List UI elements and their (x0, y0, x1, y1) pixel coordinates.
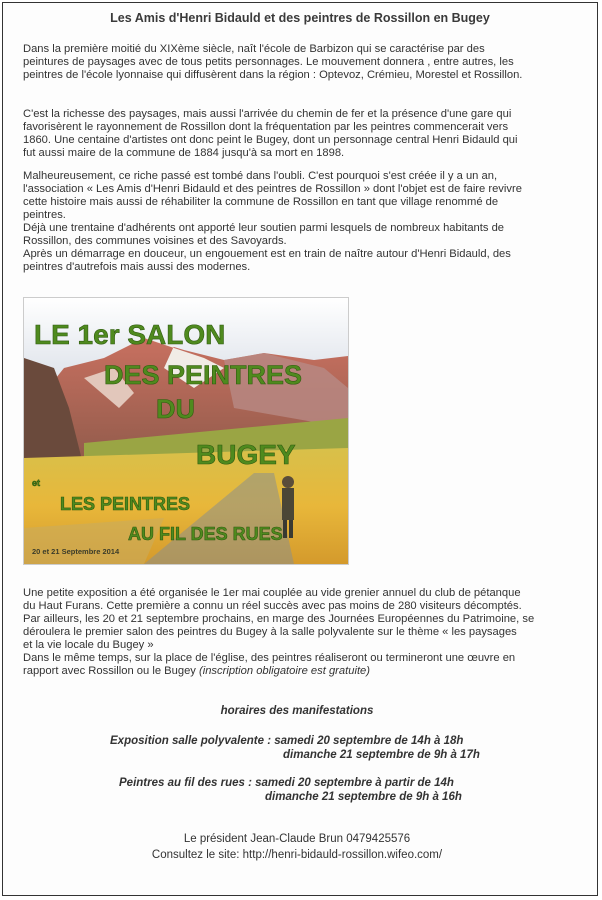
schedule-expo-line-1: Exposition salle polyvalente : samedi 20 septembre de 14h à 18h (110, 735, 464, 747)
schedule-rues-line-1: Peintres au fil des rues : samedi 20 septembre à partir de 14h (119, 777, 454, 789)
poster-title-line-2: DES PEINTRES (104, 360, 303, 390)
text-line: Dans la première moitié du XIXème siècle, naît l'école de Barbizon qui se caractérise par des (23, 43, 485, 55)
schedule-expo-line-2: dimanche 21 septembre de 9h à 17h (283, 749, 480, 761)
text-line: 1860. Une centaine d'artistes ont donc peint le Bugey, dont un personnage central Henri Bidauld qui (23, 134, 518, 146)
text-line: du Haut Furans. Cette première a connu un réel succès avec pas moins de 280 visiteurs décomptés. (23, 600, 522, 612)
footer-website-link[interactable]: Consultez le site: http://henri-bidauld-rossillon.wifeo.com/ (151, 849, 443, 861)
poster-dates: 20 et 21 Septembre 2014 (32, 547, 120, 556)
text-italic-note: (inscription obligatoire est gratuite) (199, 665, 371, 677)
text-line: Par ailleurs, les 20 et 21 septembre prochains, en marge des Journées Européennes du Patrimoine, se (23, 613, 535, 625)
text-line: Malheureusement, ce riche passé est tombé dans l'oubli. C'est pourquoi s'est créée il y a un an, (23, 170, 498, 182)
text-line: et la vie locale du Bugey » (23, 639, 154, 651)
schedule-rues-line-2: dimanche 21 septembre de 9h à 16h (265, 791, 462, 803)
poster-subtitle-line-1: LES PEINTRES (60, 494, 191, 514)
text-plain: rapport avec Rossillon ou le Bugey (23, 665, 199, 677)
text-line: Après un démarrage en douceur, un engouement est en train de naître autour d'Henri Bidauld, des (23, 248, 511, 260)
text-line: peintures de paysages avec de tous petits personnages. Le mouvement donnera , entre autres, les (23, 56, 514, 68)
paragraph-association (23, 170, 571, 274)
text-line: Déjà une trentaine d'adhérents ont apporté leur soutien parmi lesquels de nombreux habitants de (23, 222, 505, 234)
schedule-heading: horaires des manifestations (220, 705, 374, 717)
footer-president: Le président Jean-Claude Brun 0479425576 (183, 833, 411, 845)
text-line: favorisèrent le rayonnement de Rossillon dont la fréquentation par les peintres commencerait vers (23, 121, 509, 133)
text-line: déroulera le premier salon des peintres du Bugey à la salle polyvalente sur le thème « les paysages (23, 626, 517, 638)
poster-et: et (32, 478, 41, 488)
poster-subtitle-line-2: AU FIL DES RUES (128, 524, 283, 544)
text-line: fut aussi maire de la commune de 1884 jusqu'à sa mort en 1898. (23, 147, 345, 159)
paragraph-barbizon (23, 43, 571, 82)
text-line: Dans le même temps, sur la place de l'église, des peintres réaliseront ou termineront une œuvre en (23, 652, 516, 664)
text-line: Une petite exposition a été organisée le 1er mai couplée au vide grenier annuel du club de pétanque (23, 587, 521, 599)
poster-title-line-3: DU (156, 394, 195, 424)
salon-poster-image (23, 297, 349, 565)
text-line: C'est la richesse des paysages, mais aussi l'arrivée du chemin de fer et la présence d'une gare qui (23, 108, 512, 120)
document-page (2, 2, 598, 896)
text-line: peintres de l'école lyonnaise qui diffusèrent dans la région : Optevoz, Crémieu, Morestel et Rossillon. (23, 69, 523, 81)
paragraph-exhibition (23, 587, 571, 678)
paragraph-landscapes (23, 108, 571, 160)
text-line: Rossillon, des communes voisines et des Savoyards. (23, 235, 287, 247)
text-line: peintres. (23, 209, 66, 221)
text-line (23, 665, 571, 678)
text-line: peintres d'autrefois mais aussi des modernes. (23, 261, 251, 273)
text-line: l'association « Les Amis d'Henri Bidauld et des peintres de Rossillon » dont l'objet est de faire revivre (23, 183, 522, 195)
text-line: cette histoire mais aussi de réhabiliter la commune de Rossillon en tant que village renommé de (23, 196, 499, 208)
document-title: Les Amis d'Henri Bidauld et des peintres de Rossillon en Bugey (110, 11, 490, 25)
poster-title-line-1: LE 1er SALON (34, 319, 226, 350)
poster-title-line-4: BUGEY (196, 439, 296, 470)
